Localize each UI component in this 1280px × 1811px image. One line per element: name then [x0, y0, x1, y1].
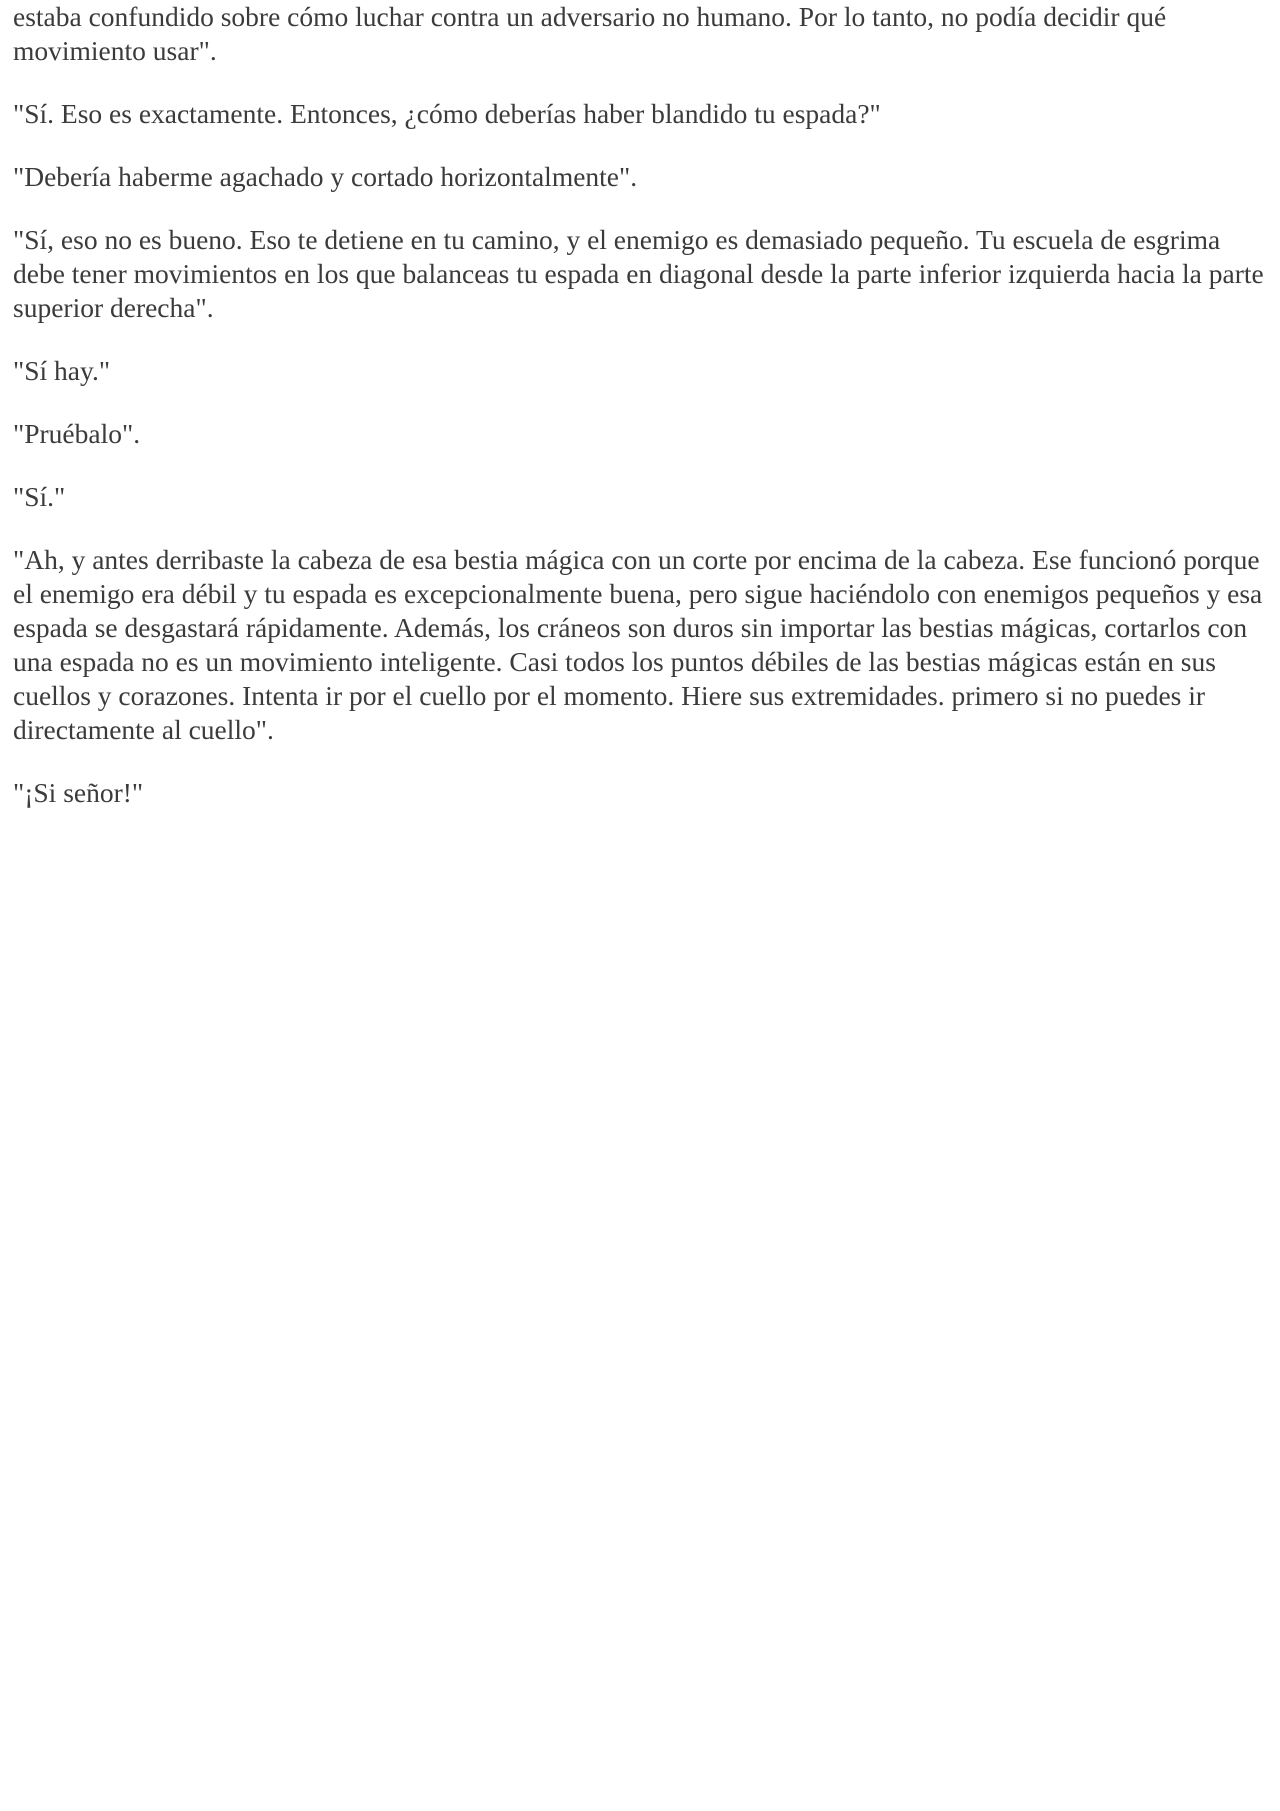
paragraph: "Debería haberme agachado y cortado horizontalmente". — [13, 161, 638, 192]
paragraph: "Sí, eso no es bueno. Eso te detiene en tu camino, y el enemigo es demasiado pequeño. Tu escuela de esgrima debe tener movimientos en los que balanceas tu espada en diagonal desde la parte inferior izquierda hacia la parte superior derecha". — [13, 224, 1264, 323]
paragraph: estaba confundido sobre cómo luchar contra un adversario no humano. Por lo tanto, no podía decidir qué movimiento usar". — [13, 1, 1167, 66]
paragraph: "Ah, y antes derribaste la cabeza de esa bestia mágica con un corte por encima de la cabeza. Ese funcionó porque el enemigo era débil y tu espada es excepcionalmente buena, pero sigue haciéndolo con enemigos pequeños y esa espada se desgastará rápidamente. Además, los cráneos son duros sin importar las bestias mágicas, cortarlos con una espada no es un movimiento inteligente. Casi todos los puntos débiles de las bestias mágicas están en sus cuellos y corazones. Intenta ir por el cuello por el momento. Hiere sus extremidades. primero si no puedes ir directamente al cuello". — [13, 544, 1263, 745]
paragraph: "¡Si señor!" — [13, 777, 144, 808]
document-page — [13, 0, 1267, 839]
paragraph: "Sí." — [13, 481, 66, 512]
paragraph: "Sí. Eso es exactamente. Entonces, ¿cómo deberías haber blandido tu espada?" — [13, 98, 881, 129]
paragraph: "Sí hay." — [13, 355, 111, 386]
paragraph: "Pruébalo". — [13, 418, 141, 449]
